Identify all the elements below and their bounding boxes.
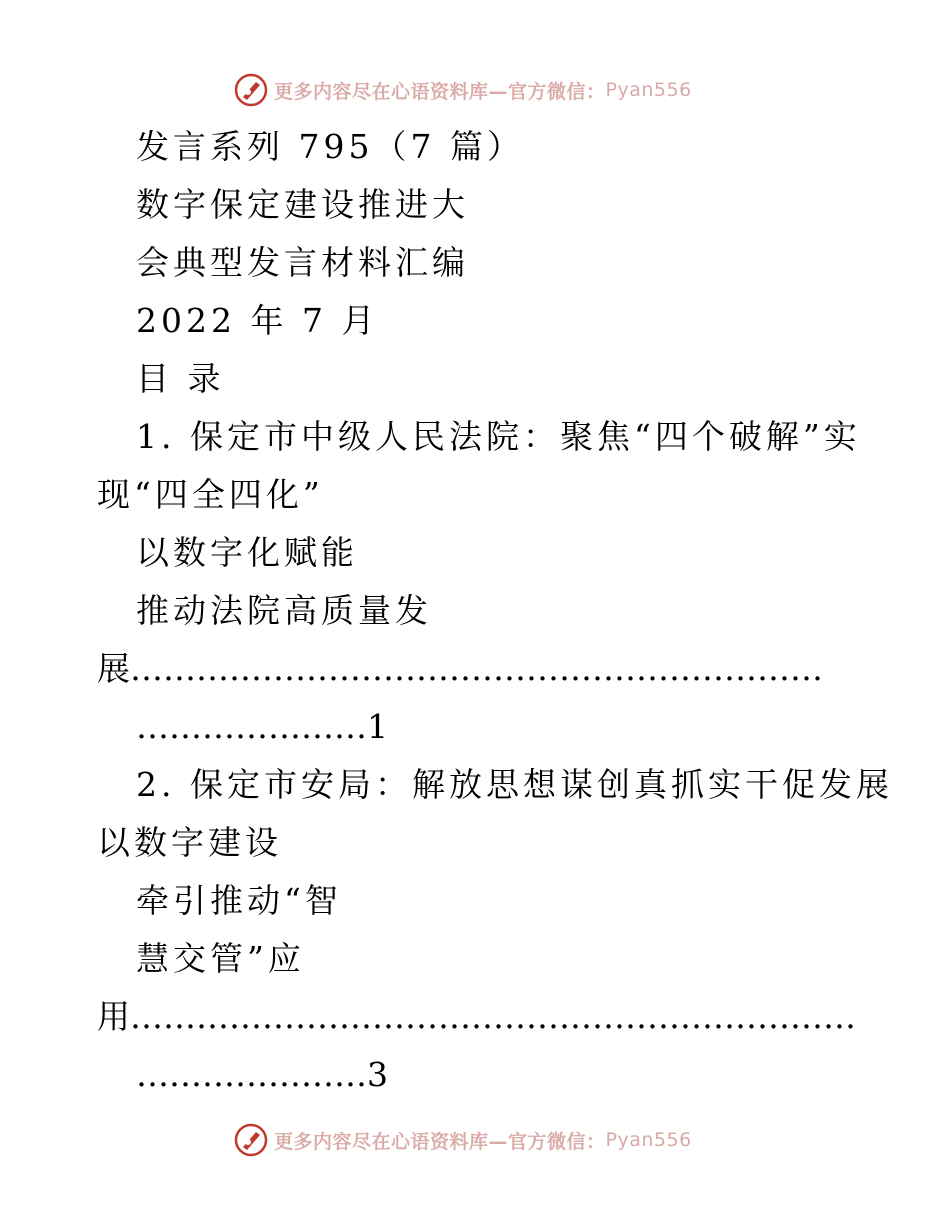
toc-entry-1-line-1: 1. 保定市中级人民法院：聚焦“四个破解”实 [136,417,861,456]
toc-entry-2-line-4: 慧交管”应 [136,939,305,978]
watermark-text: 更多内容尽在心语资料库—官方微信： [274,1130,606,1153]
watermark-header [234,70,692,110]
toc-entry-1-line-2: 现“四全四化” [97,475,324,514]
doc-title-line-2: 会典型发言材料汇编 [136,243,469,282]
toc-entry-1-line-3: 以数字化赋能 [136,533,358,572]
doc-title-line-1: 数字保定建设推进大 [136,185,469,224]
series-title: 发言系列 795（7 篇） [136,127,524,166]
watermark-footer [234,1120,692,1160]
toc-entry-1-leader: 展……………………………………………………… [97,649,823,688]
watermark-wechat-id: Pyan556 [605,1129,692,1151]
watermark-wechat-id: Pyan556 [605,79,692,101]
toc-entry-2-line-2: 以数字建设 [97,823,282,862]
seal-logo-icon [234,73,268,107]
toc-entry-2-page: …………………3 [136,1055,388,1094]
watermark-text: 更多内容尽在心语资料库—官方微信： [274,80,606,103]
toc-heading: 目 录 [136,359,225,398]
toc-entry-1-page: …………………1 [136,707,388,746]
seal-logo-icon [234,1123,268,1157]
doc-date: 2022 年 7 月 [136,301,379,340]
toc-entry-2-leader: 用………………………………………………………… [97,997,856,1036]
toc-entry-2-line-3: 牵引推动“智 [136,881,342,920]
toc-entry-1-line-4: 推动法院高质量发 [136,591,432,630]
toc-entry-2-line-1: 2. 保定市安局：解放思想谋创真抓实干促发展 [136,765,893,804]
